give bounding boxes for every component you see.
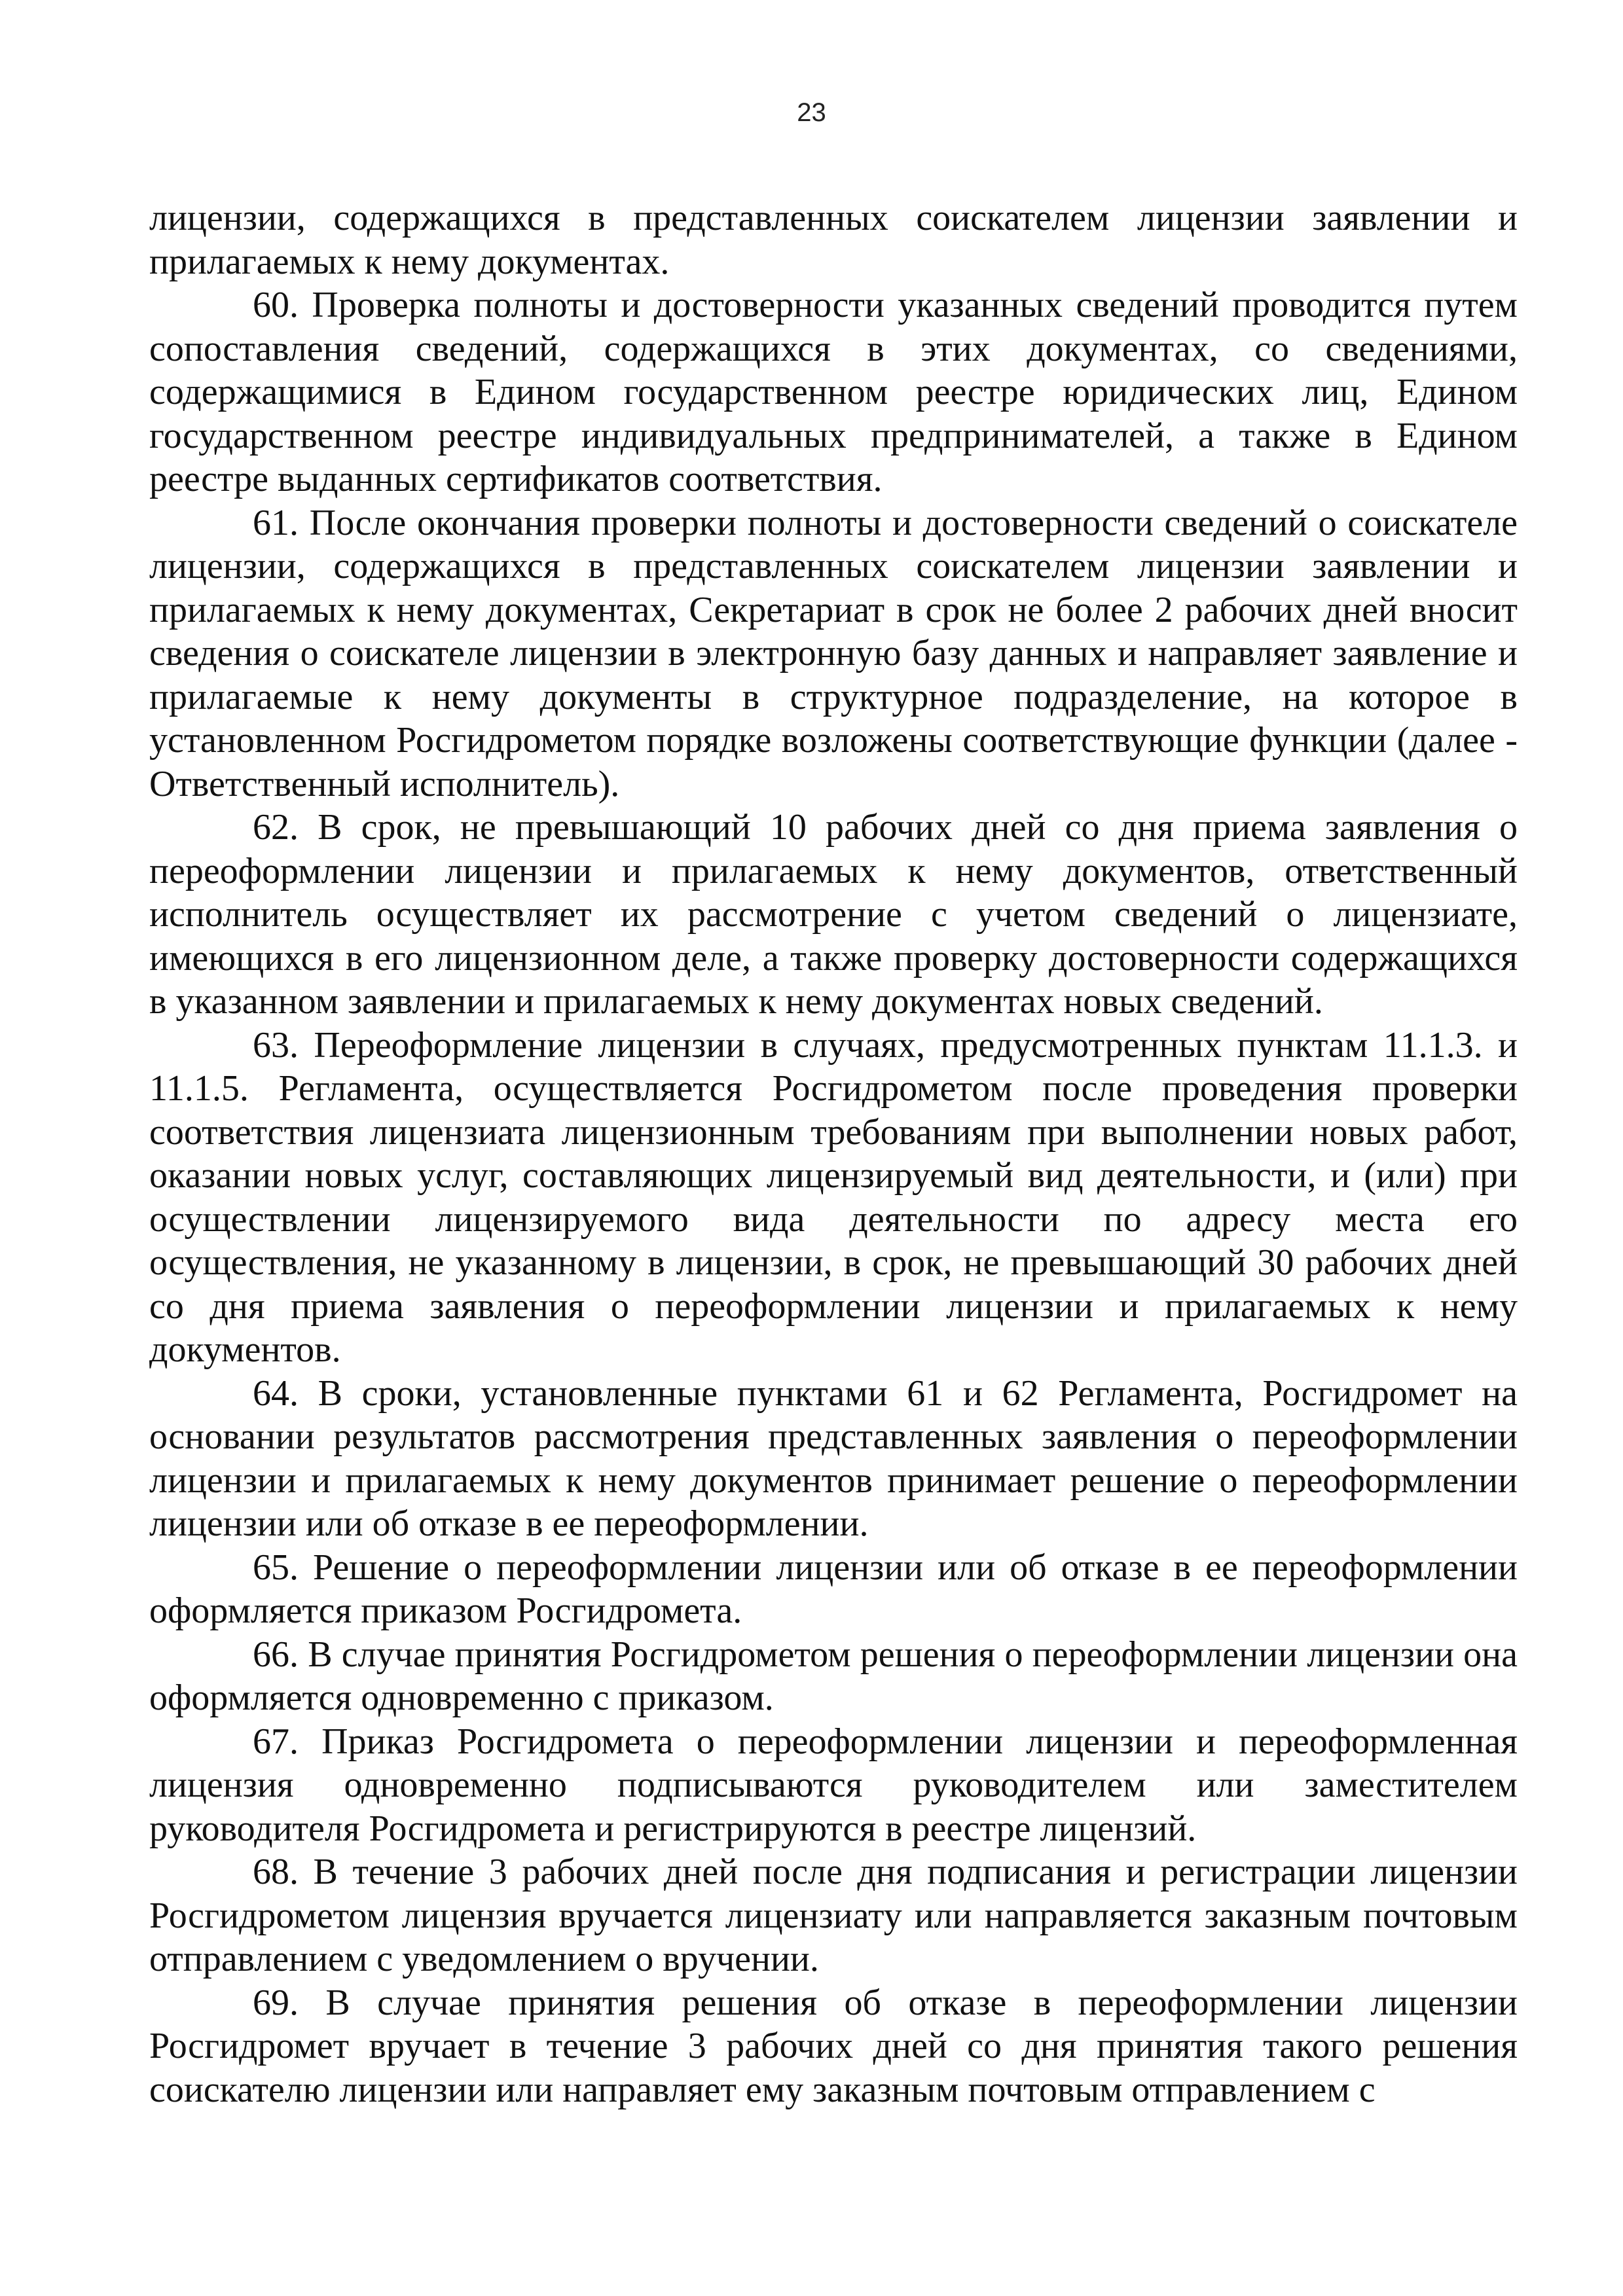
paragraph-69: 69. В случае принятия решения об отказе в переоформлении лицензии Росгидромет вручает в течение 3 рабочих дней со дня принятия такого решения соискателю лицензии или направляет ему заказным почтовым отправлением с: [149, 1982, 1518, 2110]
paragraph-62: 62. В срок, не превышающий 10 рабочих дней со дня приема заявления о переоформлении лицензии и прилагаемых к нему документов, ответственный исполнитель осуществляет их рассмотрение с учетом сведений о лицензиате, имеющихся в его лицензионном деле, а также проверку достоверности содержащихся в указанном заявлении и прилагаемых к нему документах новых сведений.: [149, 807, 1518, 1022]
document-body: [149, 196, 1518, 2111]
paragraph-66: 66. В случае принятия Росгидрометом решения о переоформлении лицензии она оформляется одновременно с приказом.: [149, 1634, 1518, 1718]
paragraph-65: 65. Решение о переоформлении лицензии или об отказе в ее переоформлении оформляется приказом Росгидромета.: [149, 1547, 1518, 1631]
paragraph-60: 60. Проверка полноты и достоверности указанных сведений проводится путем сопоставления сведений, содержащихся в этих документах, со сведениями, содержащимися в Едином государственном реестре юридических лиц, Едином государственном реестре индивидуальных предпринимателей, а также в Едином реестре выданных сертификатов соответствия.: [149, 285, 1518, 499]
paragraph-64: 64. В сроки, установленные пунктами 61 и 62 Регламента, Росгидромет на основании результатов рассмотрения представленных заявления о переоформлении лицензии и прилагаемых к нему документов принимает решение о переоформлении лицензии или об отказе в ее переоформлении.: [149, 1372, 1518, 1544]
page-number: 23: [797, 98, 826, 127]
paragraph-67: 67. Приказ Росгидромета о переоформлении лицензии и переоформленная лицензия одновременно подписываются руководителем или заместителем руководителя Росгидромета и регистрируются в реестре лицензий.: [149, 1721, 1518, 1849]
paragraph-68: 68. В течение 3 рабочих дней после дня подписания и регистрации лицензии Росгидрометом лицензия вручается лицензиату или направляется заказным почтовым отправлением с уведомлением о вручении.: [149, 1852, 1518, 1979]
paragraph-63: 63. Переоформление лицензии в случаях, предусмотренных пунктам 11.1.3. и 11.1.5. Регламента, осуществляется Росгидрометом после проведения проверки соответствия лицензиата лицензионным требованиям при выполнении новых работ, оказании новых услуг, составляющих лицензируемый вид деятельности, и (или) при осуществлении лицензируемого вида деятельности по адресу места его осуществления, не указанному в лицензии, в срок, не превышающий 30 рабочих дней со дня приема заявления о переоформлении лицензии и прилагаемых к нему документов.: [149, 1024, 1518, 1370]
paragraph-61: 61. После окончания проверки полноты и достоверности сведений о соискателе лицензии, содержащихся в представленных соискателем лицензии заявлении и прилагаемых к нему документах, Секретариат в срок не более 2 рабочих дней вносит сведения о соискателе лицензии в электронную базу данных и направляет заявление и прилагаемые к нему документы в структурное подразделение, на которое в установленном Росгидрометом порядке возложены соответствующие функции (далее - Ответственный исполнитель).: [149, 502, 1518, 804]
paragraph-continuation: лицензии, содержащихся в представленных соискателем лицензии заявлении и прилагаемых к нему документах.: [149, 198, 1518, 282]
